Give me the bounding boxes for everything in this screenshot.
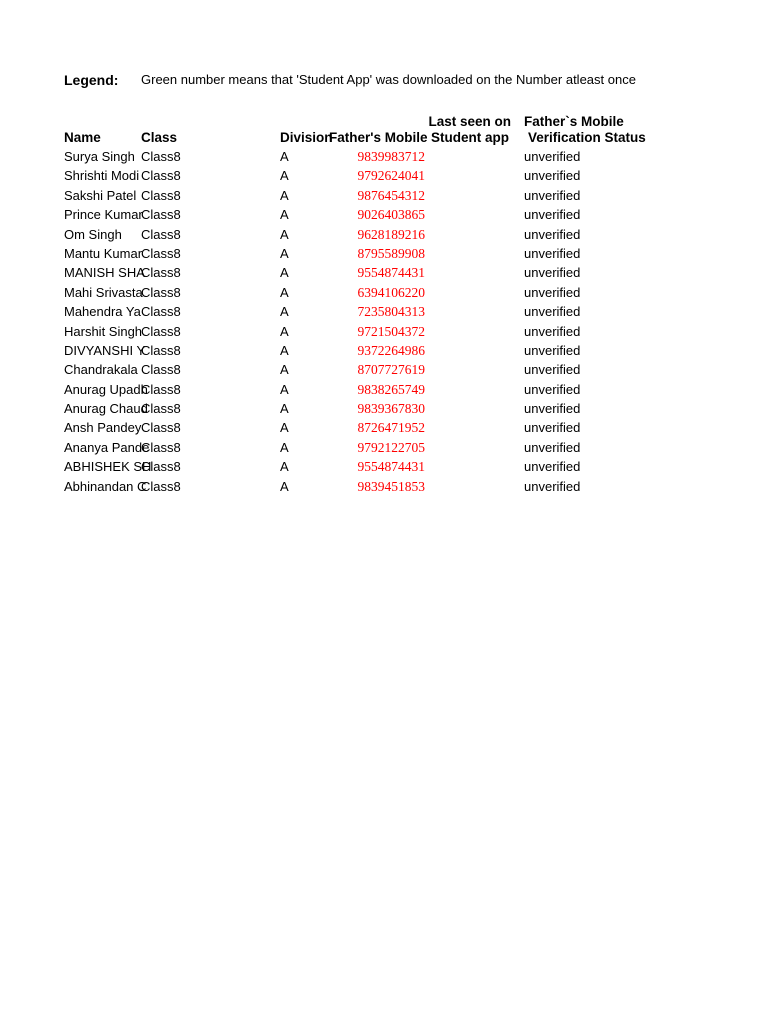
student-name-cell: MANISH SHA bbox=[64, 265, 145, 281]
division-cell: A bbox=[280, 401, 289, 417]
table-row bbox=[0, 205, 768, 224]
verification-status-cell: unverified bbox=[524, 478, 581, 494]
table-row bbox=[0, 457, 768, 476]
division-cell: A bbox=[280, 304, 289, 320]
header-division: Division bbox=[280, 130, 333, 145]
header-class: Class bbox=[141, 130, 178, 145]
verification-status-cell: unverified bbox=[524, 439, 581, 455]
header-verification-line2: Verification Status bbox=[528, 130, 646, 145]
class-cell: Class8 bbox=[141, 168, 181, 184]
father-mobile-cell: 9628189216 bbox=[357, 226, 425, 242]
student-name-cell: Surya Singh bbox=[64, 149, 135, 164]
father-mobile-cell: 9839451853 bbox=[357, 478, 425, 494]
class-cell: Class8 bbox=[141, 304, 181, 320]
class-cell: Class8 bbox=[141, 187, 181, 203]
division-cell: A bbox=[280, 284, 289, 300]
verification-status-cell: unverified bbox=[524, 187, 581, 203]
class-cell: Class8 bbox=[141, 381, 181, 397]
father-mobile-cell: 9721504372 bbox=[357, 323, 425, 339]
verification-status-cell: unverified bbox=[524, 323, 581, 339]
class-cell: Class8 bbox=[141, 439, 181, 455]
father-mobile-cell: 9026403865 bbox=[357, 207, 425, 223]
header-name: Name bbox=[64, 130, 101, 145]
verification-status-cell: unverified bbox=[524, 420, 581, 436]
student-name-cell: Shrishti Modi bbox=[64, 168, 140, 184]
verification-status-cell: unverified bbox=[524, 381, 581, 397]
student-name-cell: Mantu Kumar bbox=[64, 245, 143, 261]
verification-status-cell: unverified bbox=[524, 342, 581, 358]
table-row bbox=[0, 147, 768, 166]
class-cell: Class8 bbox=[141, 420, 181, 436]
table-row bbox=[0, 225, 768, 244]
division-cell: A bbox=[280, 149, 289, 164]
verification-status-cell: unverified bbox=[524, 401, 581, 417]
verification-status-cell: unverified bbox=[524, 245, 581, 261]
father-mobile-cell: 7235804313 bbox=[357, 304, 425, 320]
verification-status-cell: unverified bbox=[524, 207, 581, 223]
table-row bbox=[0, 186, 768, 205]
class-cell: Class8 bbox=[141, 401, 181, 417]
student-table bbox=[0, 147, 768, 496]
class-cell: Class8 bbox=[141, 245, 181, 261]
father-mobile-cell: 9792624041 bbox=[357, 168, 425, 184]
verification-status-cell: unverified bbox=[524, 304, 581, 320]
father-mobile-cell: 8795589908 bbox=[357, 245, 425, 261]
division-cell: A bbox=[280, 362, 289, 378]
class-cell: Class8 bbox=[141, 459, 181, 475]
verification-status-cell: unverified bbox=[524, 226, 581, 242]
student-name-cell: Mahendra Ya bbox=[64, 304, 141, 320]
table-row bbox=[0, 263, 768, 282]
table-row bbox=[0, 380, 768, 399]
division-cell: A bbox=[280, 381, 289, 397]
division-cell: A bbox=[280, 323, 289, 339]
division-cell: A bbox=[280, 265, 289, 281]
class-cell: Class8 bbox=[141, 323, 181, 339]
student-name-cell: Anurag Upadh bbox=[64, 381, 148, 397]
legend-label: Legend: bbox=[64, 72, 119, 88]
student-name-cell: Anurag Chaud bbox=[64, 401, 148, 417]
table-row bbox=[0, 360, 768, 379]
student-name-cell: Mahi Srivasta bbox=[64, 284, 143, 300]
father-mobile-cell: 9839983712 bbox=[357, 149, 425, 164]
father-mobile-cell: 8726471952 bbox=[357, 420, 425, 436]
student-name-cell: Chandrakala bbox=[64, 362, 138, 378]
student-name-cell: Abhinandan C bbox=[64, 478, 147, 494]
class-cell: Class8 bbox=[141, 284, 181, 300]
class-cell: Class8 bbox=[141, 265, 181, 281]
class-cell: Class8 bbox=[141, 478, 181, 494]
table-row bbox=[0, 477, 768, 496]
verification-status-cell: unverified bbox=[524, 459, 581, 475]
class-cell: Class8 bbox=[141, 362, 181, 378]
legend-text: Green number means that 'Student App' was downloaded on the Number atleast once bbox=[141, 72, 636, 87]
father-mobile-cell: 8707727619 bbox=[357, 362, 425, 378]
student-name-cell: Sakshi Patel bbox=[64, 187, 137, 203]
student-name-cell: Prince Kumar bbox=[64, 207, 143, 223]
division-cell: A bbox=[280, 207, 289, 223]
student-name-cell: Om Singh bbox=[64, 226, 122, 242]
table-row bbox=[0, 322, 768, 341]
class-cell: Class8 bbox=[141, 207, 181, 223]
division-cell: A bbox=[280, 187, 289, 203]
verification-status-cell: unverified bbox=[524, 149, 581, 164]
student-name-cell: DIVYANSHI Y bbox=[64, 342, 146, 358]
father-mobile-cell: 9554874431 bbox=[357, 459, 425, 475]
student-name-cell: Ananya Pande bbox=[64, 439, 150, 455]
verification-status-cell: unverified bbox=[524, 362, 581, 378]
division-cell: A bbox=[280, 478, 289, 494]
father-mobile-cell: 9839367830 bbox=[357, 401, 425, 417]
division-cell: A bbox=[280, 342, 289, 358]
class-cell: Class8 bbox=[141, 149, 181, 164]
verification-status-cell: unverified bbox=[524, 168, 581, 184]
student-name-cell: Harshit Singh bbox=[64, 323, 143, 339]
student-name-cell: Ansh Pandey bbox=[64, 420, 142, 436]
class-cell: Class8 bbox=[141, 342, 181, 358]
verification-status-cell: unverified bbox=[524, 284, 581, 300]
father-mobile-cell: 9792122705 bbox=[357, 439, 425, 455]
table-row bbox=[0, 399, 768, 418]
division-cell: A bbox=[280, 245, 289, 261]
table-row bbox=[0, 166, 768, 185]
table-row bbox=[0, 341, 768, 360]
header-father-mobile: Father's Mobile bbox=[329, 130, 428, 145]
table-row bbox=[0, 438, 768, 457]
division-cell: A bbox=[280, 420, 289, 436]
header-last-seen-line1: Last seen on bbox=[428, 114, 511, 129]
student-name-cell: ABHISHEK SH bbox=[64, 459, 152, 475]
father-mobile-cell: 9876454312 bbox=[357, 187, 425, 203]
father-mobile-cell: 6394106220 bbox=[357, 284, 425, 300]
header-last-seen-line2: Student app bbox=[431, 130, 509, 145]
table-row bbox=[0, 418, 768, 437]
verification-status-cell: unverified bbox=[524, 265, 581, 281]
class-cell: Class8 bbox=[141, 226, 181, 242]
division-cell: A bbox=[280, 459, 289, 475]
division-cell: A bbox=[280, 226, 289, 242]
division-cell: A bbox=[280, 439, 289, 455]
father-mobile-cell: 9372264986 bbox=[357, 342, 425, 358]
table-row bbox=[0, 244, 768, 263]
table-row bbox=[0, 283, 768, 302]
division-cell: A bbox=[280, 168, 289, 184]
table-row bbox=[0, 302, 768, 321]
father-mobile-cell: 9838265749 bbox=[357, 381, 425, 397]
father-mobile-cell: 9554874431 bbox=[357, 265, 425, 281]
header-verification-line1: Father`s Mobile bbox=[524, 114, 624, 129]
